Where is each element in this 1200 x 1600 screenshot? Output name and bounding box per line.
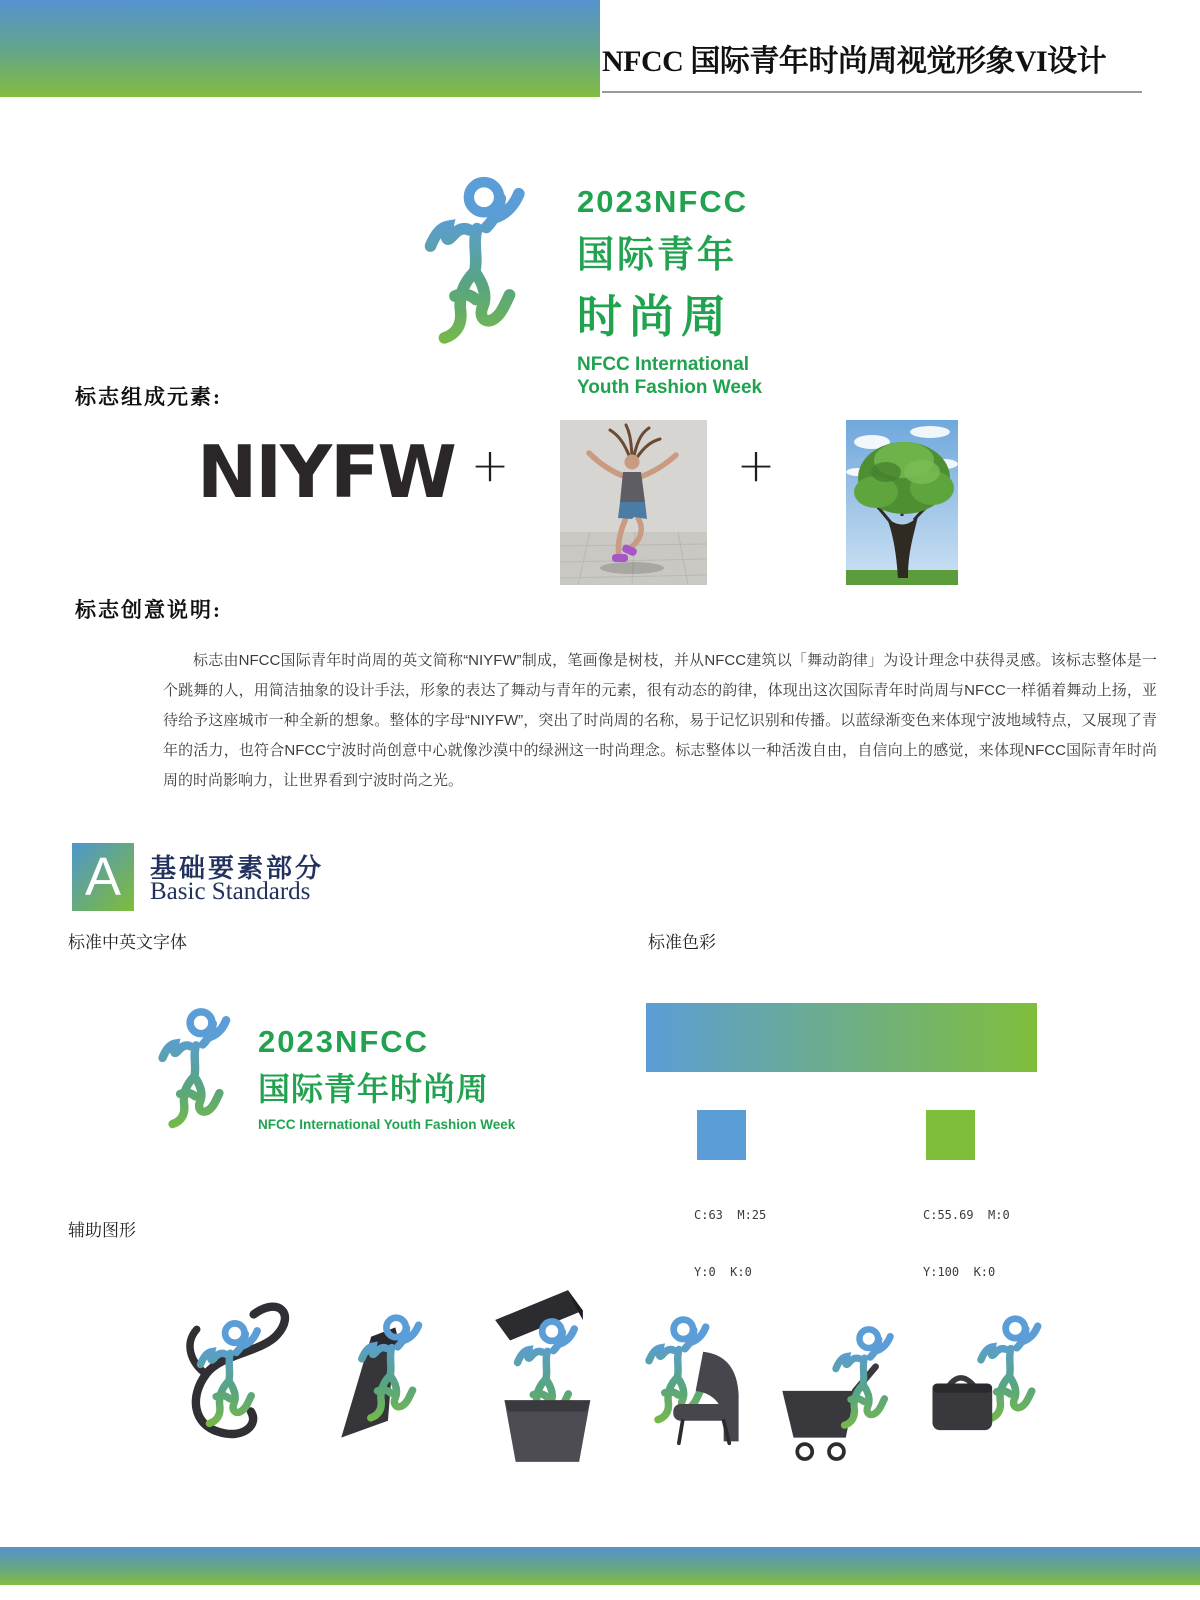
brand-gradient-swatch [646,1003,1037,1072]
logo-h-en-line: NFCC International Youth Fashion Week [258,1117,516,1132]
logo-en-lines [577,353,762,399]
fonts-standard-label: 标准中英文字体 [68,933,187,952]
colors-standard-label: 标准色彩 [648,933,716,952]
green-color-swatch [926,1110,975,1160]
logo-main-text [577,184,762,399]
logo-h-year-line: 2023NFCC [258,1024,430,1059]
aux-graphics-row [165,1272,1065,1477]
logo-h-cn-line: 国际青年时尚周 [258,1071,490,1107]
tree-photo [846,420,958,585]
figure-in-gift-box-icon [469,1275,609,1477]
header-gradient-bar [0,0,600,97]
dancing-person-photo [560,420,707,585]
section-a-title-cn: 基础要素部分 [150,854,325,883]
niyfw-wordmark: NIYFW [197,430,455,514]
composition-heading: 标志组成元素: [75,385,222,409]
plus-sign-1: + [470,438,510,492]
green-cmyk-line2: Y:100 K:0 [923,1265,996,1279]
figure-with-ribbon-icon [165,1275,305,1477]
blue-cmyk-line2: Y:0 K:0 [694,1265,752,1279]
page-title: NFCC 国际青年时尚周视觉形象VI设计 [602,36,1142,93]
logo-cn-line2: 时尚周 [577,291,734,342]
brand-figure-logo-small-icon [143,1006,249,1140]
creative-heading: 标志创意说明: [75,598,222,622]
logo-en-line1: NFCC International [577,354,750,375]
blue-cmyk-line1: C:63 M:25 [694,1208,767,1222]
figure-with-briefcase-icon [925,1275,1065,1477]
footer-gradient-bar [0,1547,1200,1585]
logo-year-line: 2023NFCC [577,184,749,219]
aux-graphics-label: 辅助图形 [68,1221,136,1240]
plus-sign-2: + [736,438,776,492]
creative-paragraph: 标志由NFCC国际青年时尚周的英文简称“NIYFW”制成，笔画像是树枝，并从NFCC建筑以「舞动韵律」为设计理念中获得灵感。该标志整体是一个跳舞的人，用简洁抽象的设计手法，形象的表达了舞动与青年的元素，很有动态的韵律，体现出这次国际青年时尚周与NFCC一样循着舞动上扬，亚待给予这座城市一种全新的想象。整体的字母“NIYFW”，突出了时尚周的名称，易于记忆识别和传播。以蓝绿渐变色来体现宁波地域特点，又展现了青年的活力，也符合NFCC宁波时尚创意中心就像沙漠中的绿洲这一时尚理念。标志整体以一种活泼自由，自信向上的感觉，来体现NFCC国际青年时尚周的时尚影响力，让世界看到宁波时尚之光。 [163,652,1157,789]
logo-horizontal-text [258,1024,515,1132]
section-a-badge: A [72,843,134,911]
figure-with-shopping-cart-icon [773,1275,913,1477]
green-cmyk-line1: C:55.69 M:0 [923,1208,1010,1222]
logo-en-line2: Youth Fashion Week [577,377,763,398]
blue-color-swatch [697,1110,746,1160]
figure-with-cape-icon [317,1275,457,1477]
brand-figure-logo-icon [398,174,556,360]
section-a-title-en: Basic Standards [150,878,311,905]
logo-cn-line1: 国际青年 [577,234,737,275]
figure-in-armchair-icon [621,1275,761,1477]
